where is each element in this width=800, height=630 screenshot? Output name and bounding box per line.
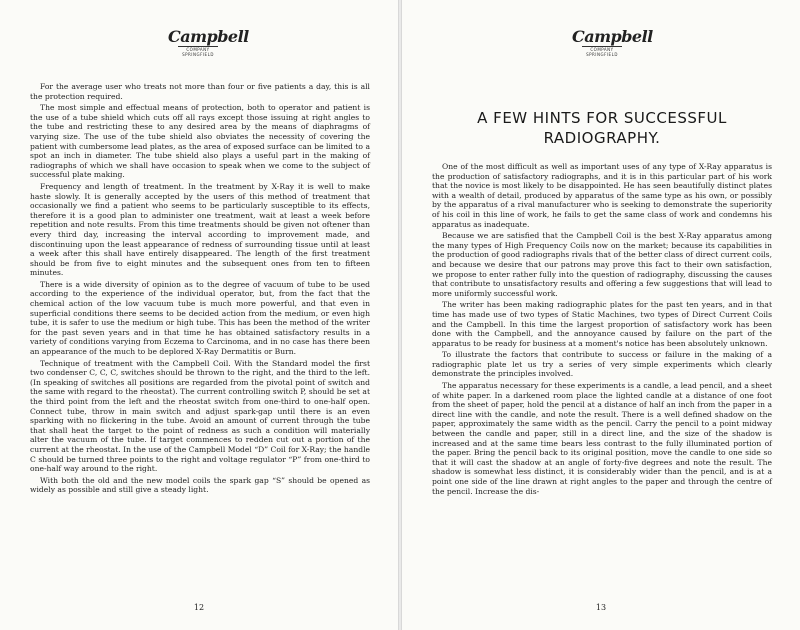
logo-subtitle: COMPANY SPRINGFIELD bbox=[178, 46, 218, 57]
logo-word: Campbell bbox=[572, 27, 653, 46]
section-title bbox=[432, 108, 772, 148]
right-body-text bbox=[432, 162, 772, 498]
section-title-line-2: RADIOGRAPHY. bbox=[543, 129, 661, 147]
logo-subtitle: COMPANY SPRINGFIELD bbox=[582, 46, 622, 57]
campbell-logo bbox=[168, 27, 249, 60]
page-number: 13 bbox=[595, 603, 607, 612]
campbell-logo bbox=[572, 27, 653, 60]
paragraph: The writer has been making radiographic plates for the past ten years, and in that time has made use of two types of Static Machines, two types of Direct Current Coils and the Campbell. In this time the largest proportion of satisfactory work has been done with the Campbell, and the annoyance caused by failure on the part of the apparatus to be ready for business at a moment's notice has been absolutely unknown. bbox=[432, 300, 772, 348]
paragraph: To illustrate the factors that contribute to success or failure in the making of a radiographic plate let us try a series of very simple experiments which clearly demonstrate the principles involved. bbox=[432, 350, 772, 379]
paragraph: The most simple and effectual means of protection, both to operator and patient is the use of a tube shield which cuts off all rays except those issuing at right angles to the tube and restricting these to any desired area by the means of diaphragms of varying size. The use of the tube shield also obviates the necessity of covering the patient with cumbersome lead plates, as the area of exposed surface can be limited to a spot an inch in diameter. The tube shield also plays a useful part in the making of radiographs of which we shall have occasion to speak when we come to the subject of successful plate making. bbox=[30, 103, 370, 180]
section-title-line-1: A FEW HINTS FOR SUCCESSFUL bbox=[477, 109, 727, 127]
paragraph: With both the old and the new model coils the spark gap “S” should be opened as widely as possible and still give a steady light. bbox=[30, 475, 370, 495]
logo-word: Campbell bbox=[168, 27, 249, 46]
left-body-text bbox=[30, 82, 370, 497]
paragraph: One of the most difficult as well as important uses of any type of X-Ray apparatus is the production of satisfactory radiographs, and it is in this particular part of his work that the novice is most likely to be disappointed. He has seen beautifully distinct plates with a wealth of detail, produced by apparatus of the same type as his own, or possibly by the apparatus of a rival manufacturer who is seeking to demonstrate the superiority of his coil in this line of work, he fails to get the same class of work and condemns his apparatus as inadequate. bbox=[432, 162, 772, 229]
paragraph: The apparatus necessary for these experiments is a candle, a lead pencil, and a sheet of white paper. In a darkened room place the lighted candle at a distance of one foot from the sheet of paper, hold the pencil at a distance of half an inch from the paper in a direct line with the candle, and note the result. There is a well defined shadow on the paper, approximately the same width as the pencil. Carry the pencil to a point midway between the candle and paper, still in a direct line, and the size of the shadow is increased and at the same time bears less contrast to the fully illuminated portion of the paper. Bring the pencil back to its original position, move the candle to one side so that it will cast the shadow at an angle of forty-five degrees and note the result. The shadow is somewhat less distinct, it is considerably wider than the pencil, and is at a point one side of the line drawn at right angles to the paper and through the centre of the pencil. Increase the dis- bbox=[432, 381, 772, 496]
page-number: 12 bbox=[193, 603, 205, 612]
right-page bbox=[402, 0, 800, 630]
left-page bbox=[0, 0, 398, 630]
paragraph: There is a wide diversity of opinion as to the degree of vacuum of tube to be used according to the experience of the individual operator, but, from the fact that the chemical action of the low vacuum tube is much more powerful, and that even in superficial conditions there seems to be decided action from the medium, or even high tube, it is safer to use the medium or high tube. This has been the method of the writer for the past seven years and in that time he has obtained satisfactory results in a variety of conditions varying from Eczema to Carcinoma, and in no case has there been an appearance of the much to be deplored X-Ray Dermatitis or Burn. bbox=[30, 279, 370, 357]
paragraph: For the average user who treats not more than four or five patients a day, this is all the protection required. bbox=[30, 82, 370, 101]
paragraph: Frequency and length of treatment. In the treatment by X-Ray it is well to make haste slowly. It is generally accepted by the users of this method of treatment that occasionally we find a patient who seems to be particularly susceptible to its effects, therefore it is a good plan to administer one treatment, wait at least a week before repetition and note results. From this time treatments should be given not oftener than every third day, increasing the interval according to improvement made, and discontinuing upon the least appearance of redness of surrounding tissue until at least a week after this shall have entirely disappeared. The length of the first treatment should be from five to eight minutes and the subsequent ones from ten to fifteen minutes. bbox=[30, 181, 370, 278]
paragraph: Because we are satisfied that the Campbell Coil is the best X-Ray apparatus among the many types of High Frequency Coils now on the market; because its capabilities in the production of good radiographs rivals that of the better class of direct current coils, and because we desire that our patrons may prove this fact to their own satisfaction, we propose to enter rather fully into the question of radiography, discussing the causes that contribute to unsatisfactory results and offering a few suggestions that will lead to more uniformly successful work. bbox=[432, 231, 772, 298]
paragraph: Technique of treatment with the Campbell Coil. With the Standard model the first two condenser C, C, C, switches should be thrown to the right, and the third to the left. (In speaking of switches all positions are regarded from the pivotal point of switch and the same with regard to the rheostat). The current controlling switch P, should be set at the third point from the left and the rheostat switch from one-third to one-half open. Connect tube, throw in main switch and adjust spark-gap until there is an even sparking with no flickering in the tube. Avoid an amount of current through the tube that shall heat the target to the point of redness as such a condition will materially alter the vacuum of the tube. If target commences to redden cut out a portion of the current at the rheostat. In the use of the Campbell Model “D” Coil for X-Ray; the handle C should be turned three points to the right and voltage regulator “P” from one-third to one-half way around to the right. bbox=[30, 358, 370, 474]
